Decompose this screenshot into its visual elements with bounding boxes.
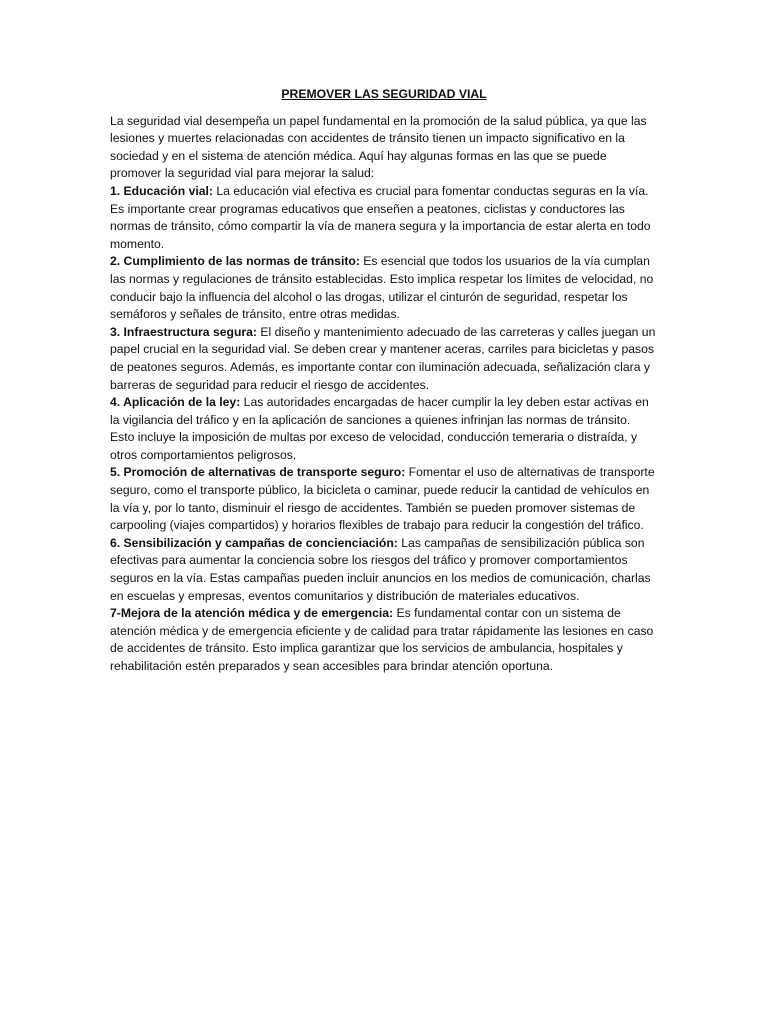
document-page — [110, 86, 658, 676]
list-item-5 — [110, 464, 658, 534]
item-text: El diseño y mantenimiento adecuado de las carreteras y calles juegan un papel crucial en la seguridad vial. Se deben crear y mantener aceras, carriles para bicicletas y pasos de peatones seguros. Además, es importante contar con iluminación adecuada, señalización clara y barreras de seguridad para reducir el riesgo de accidentes. — [110, 324, 656, 392]
list-item-4 — [110, 394, 658, 464]
list-item-2 — [110, 253, 658, 323]
item-heading: 5. Promoción de alternativas de transporte seguro: — [110, 465, 406, 480]
list-item-3 — [110, 324, 658, 394]
item-heading: 6. Sensibilización y campañas de concienciación: — [110, 535, 398, 550]
list-item-1 — [110, 183, 658, 253]
item-text: Es fundamental contar con un sistema de atención médica y de emergencia eficiente y de calidad para tratar rápidamente las lesiones en caso de accidentes de tránsito. Esto implica garantizar que los servicios de ambulancia, hospitales y rehabilitación estén preparados y sean accesibles para brindar atención oportuna. — [110, 606, 654, 673]
item-text: La educación vial efectiva es crucial para fomentar conductas seguras en la vía. Es importante crear programas educativos que enseñen a peatones, ciclistas y conductores las normas de tránsito, cómo compartir la vía de manera segura y la importancia de estar alerta en todo momento. — [110, 183, 651, 251]
item-text: Las autoridades encargadas de hacer cumplir la ley deben estar activas en la vigilancia del tráfico y en la aplicación de sanciones a quienes infrinjan las normas de tránsito. Esto incluye la imposición de multas por exceso de velocidad, conducción temeraria o distraída, y otros comportamientos peligrosos. — [110, 395, 649, 462]
list-item-7 — [110, 605, 658, 675]
item-heading: 4. Aplicación de la ley: — [110, 395, 241, 410]
item-heading: 1. Educación vial: — [110, 183, 213, 198]
document-title: PREMOVER LAS SEGURIDAD VIAL — [281, 87, 487, 101]
item-heading: 3. Infraestructura segura: — [110, 324, 257, 339]
list-item-6 — [110, 535, 658, 605]
item-text: Fomentar el uso de alternativas de transporte seguro, como el transporte público, la bicicleta o caminar, puede reducir la cantidad de vehículos en la vía y, por lo tanto, disminuir el riesgo de accidentes. También se pueden promover sistemas de carpooling (viajes compartidos) y horarios flexibles de trabajo para reducir la congestión del tráfico. — [110, 465, 655, 533]
item-heading: 7-Mejora de la atención médica y de emergencia: — [110, 606, 394, 621]
document-body — [110, 113, 658, 676]
intro-paragraph: La seguridad vial desempeña un papel fundamental en la promoción de la salud pública, ya que las lesiones y muertes relacionadas con accidentes de tránsito tienen un impacto significativo en la sociedad y en el sistema de atención médica. Aquí hay algunas formas en las que se puede promover la seguridad vial para mejorar la salud: — [110, 113, 647, 181]
item-text: Las campañas de sensibilización pública son efectivas para aumentar la conciencia sobre los riesgos del tráfico y promover comportamientos seguros en la vía. Estas campañas pueden incluir anuncios en los medios de comunicación, charlas en escuelas y empresas, eventos comunitarios y distribución de materiales educativos. — [110, 535, 651, 603]
item-text: Es esencial que todos los usuarios de la vía cumplan las normas y regulaciones de tránsito establecidas. Esto implica respetar los límites de velocidad, no conducir bajo la influencia del alcohol o las drogas, utilizar el cinturón de seguridad, respetar los semáforos y señales de tránsito, entre otras medidas. — [110, 254, 654, 322]
item-heading: 2. Cumplimiento de las normas de tránsito: — [110, 254, 360, 269]
